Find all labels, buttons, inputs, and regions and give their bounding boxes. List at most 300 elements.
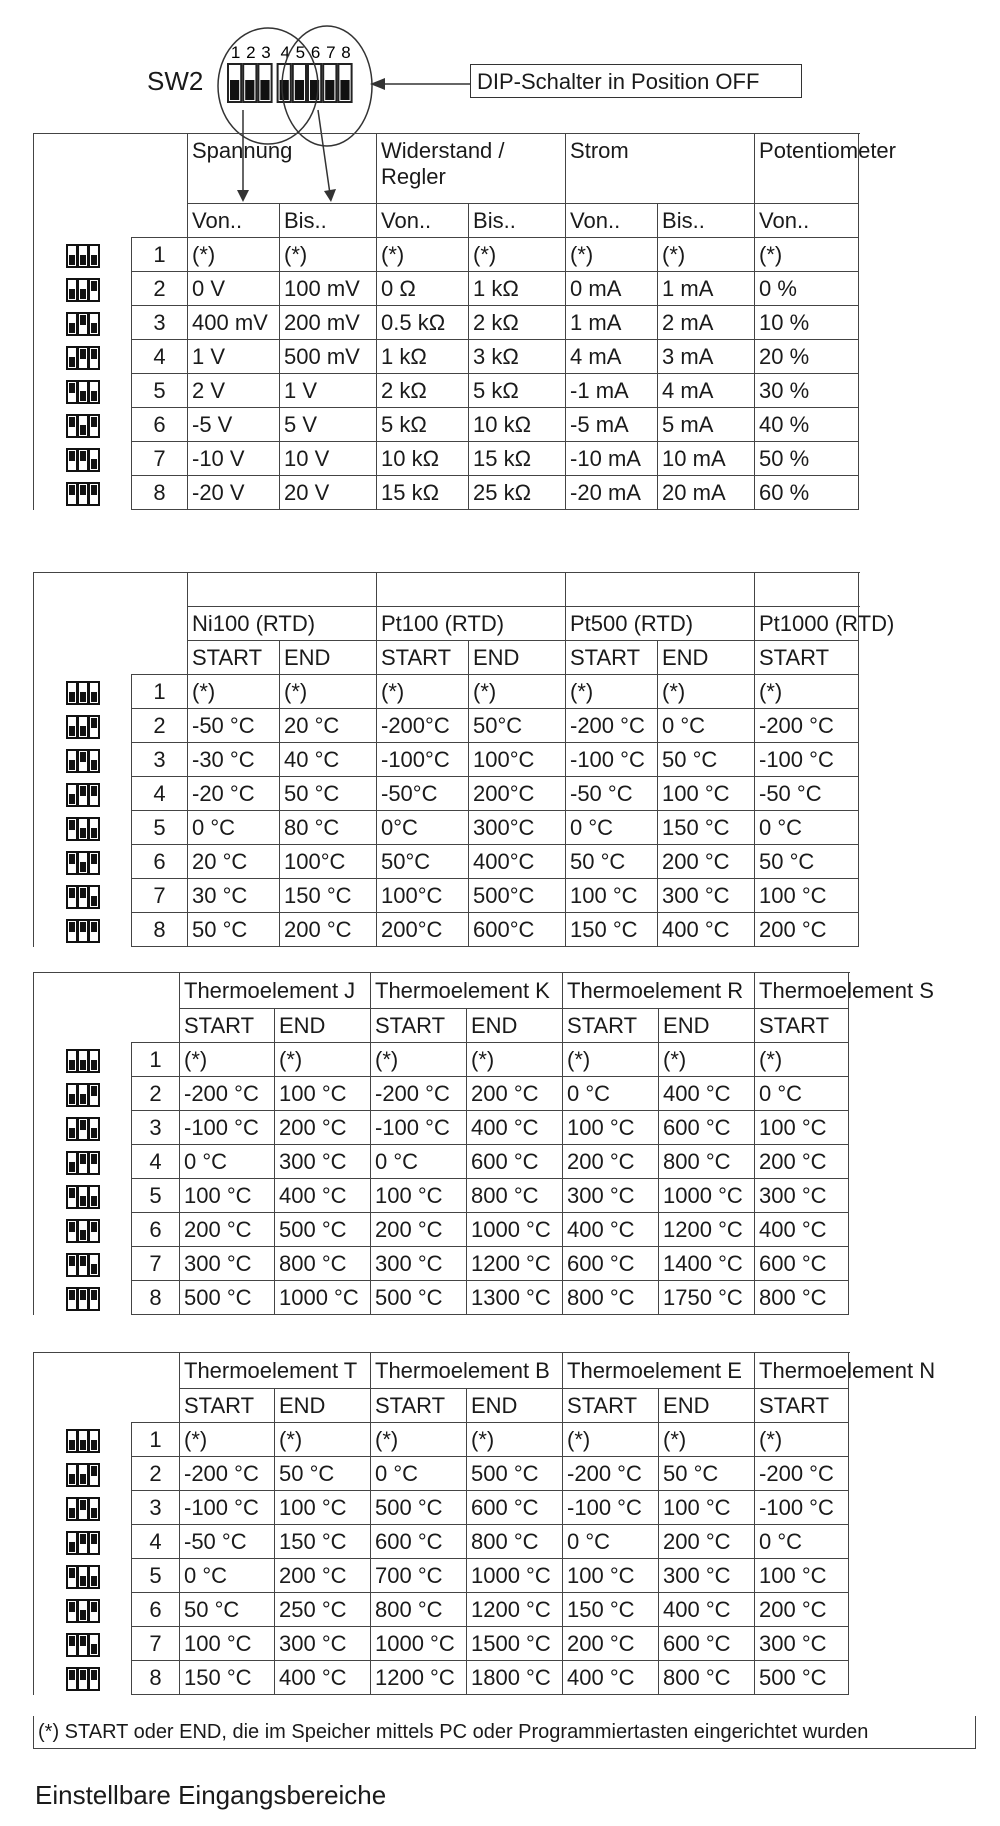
range-value: 0 °C — [371, 1145, 467, 1179]
sub-header: START — [563, 1389, 659, 1423]
range-value: 10 mA — [658, 442, 755, 476]
sub-header: Bis.. — [280, 204, 377, 238]
dip-position-icon — [34, 1247, 132, 1281]
range-value: 60 % — [755, 476, 859, 510]
range-value: 100 °C — [566, 879, 658, 913]
range-value: 4 mA — [566, 340, 658, 374]
dip-position-icon — [34, 1077, 132, 1111]
range-value: 150 °C — [658, 811, 755, 845]
sub-header: Bis.. — [658, 204, 755, 238]
range-value: 100 °C — [755, 1111, 849, 1145]
range-value: (*) — [659, 1043, 755, 1077]
group-header: Pt1000 (RTD) — [755, 607, 859, 641]
range-value: 50 % — [755, 442, 859, 476]
range-value: 1000 °C — [467, 1213, 563, 1247]
range-value: 600 °C — [659, 1627, 755, 1661]
range-value: (*) — [563, 1043, 659, 1077]
range-value: 4 mA — [658, 374, 755, 408]
range-value: (*) — [469, 675, 566, 709]
range-value: 200 °C — [659, 1525, 755, 1559]
dip-lever-4 — [280, 80, 289, 100]
range-value: 250 °C — [275, 1593, 371, 1627]
range-value: 600 °C — [467, 1145, 563, 1179]
sub-header: START — [755, 1009, 849, 1043]
table-row — [34, 1281, 849, 1315]
range-value: 500 °C — [467, 1457, 563, 1491]
dip-position-icon — [34, 1043, 132, 1077]
range-value: 100 °C — [371, 1179, 467, 1213]
range-value: 300 °C — [275, 1627, 371, 1661]
range-value: (*) — [563, 1423, 659, 1457]
sub-header: END — [659, 1009, 755, 1043]
row-number: 1 — [132, 1423, 180, 1457]
dip-number-1: 1 — [230, 43, 241, 62]
dip-number-5: 5 — [295, 43, 306, 62]
table-row — [34, 1213, 849, 1247]
row-number: 8 — [132, 913, 188, 947]
range-value: 200 °C — [658, 845, 755, 879]
dip-position-icon — [34, 811, 132, 845]
range-value: 200°C — [377, 913, 469, 947]
range-value: 1 kΩ — [377, 340, 469, 374]
row-number: 7 — [132, 1247, 180, 1281]
group-header: Thermoelement K — [371, 973, 563, 1009]
corner-cell — [34, 973, 180, 1043]
range-value: -200 °C — [755, 1457, 849, 1491]
range-table-3 — [33, 972, 934, 1315]
range-value: -200 °C — [371, 1077, 467, 1111]
range-value: 200 °C — [371, 1213, 467, 1247]
range-value: 500 °C — [371, 1491, 467, 1525]
page-caption: Einstellbare Eingangsbereiche — [35, 1780, 387, 1810]
range-value: -20 °C — [188, 777, 280, 811]
table-row — [34, 408, 859, 442]
dip-position-icon — [34, 1179, 132, 1213]
dip-position-icon — [34, 1111, 132, 1145]
range-value: 20 % — [755, 340, 859, 374]
row-number: 1 — [132, 238, 188, 272]
range-value: 1 mA — [658, 272, 755, 306]
range-value: 500 mV — [280, 340, 377, 374]
range-value: 600 °C — [467, 1491, 563, 1525]
row-number: 1 — [132, 675, 188, 709]
dip-position-icon — [34, 374, 132, 408]
row-number: 3 — [132, 306, 188, 340]
row-number: 6 — [132, 1213, 180, 1247]
range-value: (*) — [467, 1423, 563, 1457]
dip-position-icon — [34, 777, 132, 811]
dip-position-icon — [34, 1559, 132, 1593]
range-value: 200 mV — [280, 306, 377, 340]
range-value: 20 °C — [188, 845, 280, 879]
dip-number-3: 3 — [261, 43, 271, 62]
row-number: 1 — [132, 1043, 180, 1077]
range-value: 400 °C — [275, 1661, 371, 1695]
range-value: 50 °C — [659, 1457, 755, 1491]
range-value: 15 kΩ — [469, 442, 566, 476]
row-number: 8 — [132, 1661, 180, 1695]
footnote: (*) START oder END, die im Speicher mittels PC oder Programmiertasten eingerichtet wurden — [33, 1716, 976, 1749]
range-value: 50 °C — [180, 1593, 275, 1627]
range-value: 800 °C — [659, 1661, 755, 1695]
range-value: 5 kΩ — [377, 408, 469, 442]
range-value: 30 % — [755, 374, 859, 408]
range-value: 100 °C — [563, 1111, 659, 1145]
range-value: 150 °C — [280, 879, 377, 913]
range-value: 200 °C — [563, 1145, 659, 1179]
range-value: 0 °C — [563, 1525, 659, 1559]
group-header: Pt100 (RTD) — [377, 607, 566, 641]
range-value: 0 °C — [371, 1457, 467, 1491]
range-value: 300 °C — [755, 1627, 849, 1661]
range-value: 15 kΩ — [377, 476, 469, 510]
range-value: 50 °C — [188, 913, 280, 947]
row-number: 8 — [132, 1281, 180, 1315]
row-number: 2 — [132, 1457, 180, 1491]
table-row — [34, 811, 859, 845]
range-value: 5 V — [280, 408, 377, 442]
table-row — [34, 1111, 849, 1145]
sub-header: START — [371, 1389, 467, 1423]
corner-cell — [34, 134, 188, 238]
range-value: 0 °C — [755, 1525, 849, 1559]
range-table-2 — [33, 572, 895, 947]
range-value: 200°C — [469, 777, 566, 811]
range-value: 1300 °C — [467, 1281, 563, 1315]
range-value: 100 °C — [275, 1077, 371, 1111]
row-number: 3 — [132, 743, 188, 777]
dip-position-icon — [34, 1281, 132, 1315]
range-value: (*) — [755, 1423, 849, 1457]
range-value: (*) — [371, 1423, 467, 1457]
range-value: -30 °C — [188, 743, 280, 777]
row-number: 6 — [132, 845, 188, 879]
range-value: 0 % — [755, 272, 859, 306]
range-value: 400 °C — [563, 1213, 659, 1247]
range-value: 150 °C — [566, 913, 658, 947]
dip-lever-8 — [340, 80, 349, 100]
dip-switch-body — [228, 64, 352, 102]
range-value: 1200 °C — [371, 1661, 467, 1695]
sub-header: Von.. — [188, 204, 280, 238]
range-value: -5 V — [188, 408, 280, 442]
range-value: 600 °C — [371, 1525, 467, 1559]
range-value: 1000 °C — [659, 1179, 755, 1213]
range-value: 1800 °C — [467, 1661, 563, 1695]
group-header: Thermoelement E — [563, 1353, 755, 1389]
sub-header: START — [563, 1009, 659, 1043]
range-value: 0 °C — [180, 1559, 275, 1593]
table-row — [34, 340, 859, 374]
range-value: 3 kΩ — [469, 340, 566, 374]
range-value: (*) — [377, 675, 469, 709]
row-number: 6 — [132, 408, 188, 442]
dip-position-icon — [34, 743, 132, 777]
range-value: -100 °C — [566, 743, 658, 777]
range-value: -200 °C — [180, 1077, 275, 1111]
range-value: 1000 °C — [275, 1281, 371, 1315]
row-number: 5 — [132, 811, 188, 845]
range-value: 1200 °C — [659, 1213, 755, 1247]
group-header: Thermoelement B — [371, 1353, 563, 1389]
dip-position-icon — [34, 408, 132, 442]
range-value: -50 °C — [566, 777, 658, 811]
group-header: Thermoelement J — [180, 973, 371, 1009]
range-value: (*) — [566, 238, 658, 272]
range-value: (*) — [658, 675, 755, 709]
range-value: (*) — [180, 1423, 275, 1457]
range-value: 2 kΩ — [377, 374, 469, 408]
table-row — [34, 1145, 849, 1179]
range-value: 0 mA — [566, 272, 658, 306]
range-value: 300 °C — [658, 879, 755, 913]
range-value: (*) — [280, 675, 377, 709]
table-row — [34, 1627, 849, 1661]
range-value: -20 mA — [566, 476, 658, 510]
table-row — [34, 709, 859, 743]
range-value: 200 °C — [755, 1145, 849, 1179]
range-value: 1500 °C — [467, 1627, 563, 1661]
range-value: (*) — [275, 1043, 371, 1077]
range-value: 100 °C — [275, 1491, 371, 1525]
row-number: 5 — [132, 1559, 180, 1593]
dip-position-icon — [34, 476, 132, 510]
range-value: 600°C — [469, 913, 566, 947]
range-value: 200 °C — [755, 1593, 849, 1627]
range-value: 2 mA — [658, 306, 755, 340]
range-value: 20 mA — [658, 476, 755, 510]
table-row — [34, 879, 859, 913]
range-value: 10 kΩ — [469, 408, 566, 442]
range-value: 200 °C — [755, 913, 859, 947]
group-header: Widerstand / Regler — [377, 134, 566, 204]
range-value: 400 °C — [275, 1179, 371, 1213]
range-value: 0°C — [377, 811, 469, 845]
row-number: 5 — [132, 1179, 180, 1213]
range-value: 150 °C — [275, 1525, 371, 1559]
range-value: -100 °C — [755, 1491, 849, 1525]
table-row — [34, 845, 859, 879]
sub-header: END — [275, 1009, 371, 1043]
range-value: 300 °C — [755, 1179, 849, 1213]
range-value: 500 °C — [755, 1661, 849, 1695]
dip-position-icon — [34, 272, 132, 306]
range-value: 800 °C — [467, 1179, 563, 1213]
dip-number-2: 2 — [246, 43, 256, 62]
range-value: 200 °C — [180, 1213, 275, 1247]
group-header: Thermoelement S — [755, 973, 849, 1009]
dip-position-icon — [34, 675, 132, 709]
sub-header: START — [180, 1389, 275, 1423]
row-number: 4 — [132, 777, 188, 811]
table-row — [34, 1179, 849, 1213]
dip-lever-2 — [245, 80, 254, 100]
table-row — [34, 777, 859, 811]
dip-position-icon — [34, 1423, 132, 1457]
range-value: 0 °C — [755, 1077, 849, 1111]
dip-number-8: 8 — [341, 43, 351, 62]
range-value: 600 °C — [659, 1111, 755, 1145]
range-value: 100 °C — [755, 1559, 849, 1593]
corner-cell — [34, 1353, 180, 1423]
range-value: 100°C — [469, 743, 566, 777]
range-value: 10 kΩ — [377, 442, 469, 476]
table-row — [34, 476, 859, 510]
sub-header: START — [566, 641, 658, 675]
row-number: 3 — [132, 1111, 180, 1145]
range-value: 100 °C — [180, 1627, 275, 1661]
sub-header: END — [467, 1389, 563, 1423]
range-value: 50°C — [469, 709, 566, 743]
group-header: Thermoelement R — [563, 973, 755, 1009]
group-header: Thermoelement N — [755, 1353, 849, 1389]
range-value: -1 mA — [566, 374, 658, 408]
range-value: 200 °C — [563, 1627, 659, 1661]
range-value: (*) — [280, 238, 377, 272]
dip-number-4: 4 — [280, 43, 290, 62]
range-value: 1200 °C — [467, 1593, 563, 1627]
dip-number-6: 6 — [310, 43, 321, 62]
range-value: 300 °C — [275, 1145, 371, 1179]
sub-header: END — [659, 1389, 755, 1423]
range-value: 0 Ω — [377, 272, 469, 306]
table-row — [34, 1043, 849, 1077]
range-value: -10 mA — [566, 442, 658, 476]
range-value: 2 kΩ — [469, 306, 566, 340]
row-number: 6 — [132, 1593, 180, 1627]
range-value: (*) — [755, 238, 859, 272]
range-value: 50 °C — [566, 845, 658, 879]
range-value: 400 °C — [563, 1661, 659, 1695]
range-value: 400 °C — [659, 1077, 755, 1111]
sub-header: START — [371, 1009, 467, 1043]
range-value: (*) — [188, 675, 280, 709]
range-value: 1 mA — [566, 306, 658, 340]
row-number: 8 — [132, 476, 188, 510]
range-value: 400 °C — [755, 1213, 849, 1247]
range-value: 200 °C — [275, 1111, 371, 1145]
group-header: Spannung — [188, 134, 377, 204]
table-row — [34, 272, 859, 306]
table-row — [34, 1247, 849, 1281]
range-value: 100 °C — [659, 1491, 755, 1525]
range-value: (*) — [377, 238, 469, 272]
range-value: (*) — [755, 675, 859, 709]
range-value: 1 V — [280, 374, 377, 408]
dip-position-icon — [34, 1213, 132, 1247]
range-value: 500 °C — [275, 1213, 371, 1247]
range-value: -50°C — [377, 777, 469, 811]
range-value: 50 °C — [280, 777, 377, 811]
range-value: 1000 °C — [371, 1627, 467, 1661]
range-value: -5 mA — [566, 408, 658, 442]
range-value: 500 °C — [180, 1281, 275, 1315]
sub-header: END — [467, 1009, 563, 1043]
range-value: 300 °C — [563, 1179, 659, 1213]
row-number: 3 — [132, 1491, 180, 1525]
range-value: -100 °C — [180, 1491, 275, 1525]
range-value: -50 °C — [188, 709, 280, 743]
dip-number-7: 7 — [326, 43, 336, 62]
range-value: 5 mA — [658, 408, 755, 442]
range-value: -10 V — [188, 442, 280, 476]
sub-header: START — [755, 1389, 849, 1423]
sub-header: END — [275, 1389, 371, 1423]
dip-number-labels — [231, 43, 351, 62]
table-row — [34, 306, 859, 340]
range-value: 1 V — [188, 340, 280, 374]
dip-position-icon — [34, 306, 132, 340]
range-value: 40 % — [755, 408, 859, 442]
row-number: 2 — [132, 709, 188, 743]
range-value: 100 °C — [180, 1179, 275, 1213]
sub-header: Von.. — [566, 204, 658, 238]
table-row — [34, 675, 859, 709]
range-value: (*) — [755, 1043, 849, 1077]
dip-lever-7 — [325, 80, 334, 100]
range-value: (*) — [180, 1043, 275, 1077]
range-value: (*) — [188, 238, 280, 272]
range-value: 1200 °C — [467, 1247, 563, 1281]
range-value: 100 mV — [280, 272, 377, 306]
range-value: 0 °C — [563, 1077, 659, 1111]
dip-lever-1 — [230, 80, 239, 100]
dip-position-icon — [34, 913, 132, 947]
table-row — [34, 238, 859, 272]
range-value: 300 °C — [659, 1559, 755, 1593]
dip-position-icon — [34, 1525, 132, 1559]
range-value: 400 mV — [188, 306, 280, 340]
range-value: (*) — [659, 1423, 755, 1457]
range-value: 50 °C — [755, 845, 859, 879]
range-value: 50 °C — [275, 1457, 371, 1491]
table-row — [34, 743, 859, 777]
sub-header: END — [469, 641, 566, 675]
range-value: 50 °C — [658, 743, 755, 777]
table-row — [34, 1491, 849, 1525]
sub-header: START — [188, 641, 280, 675]
range-value: 40 °C — [280, 743, 377, 777]
range-value: 0 °C — [180, 1145, 275, 1179]
range-value: 0 °C — [188, 811, 280, 845]
dip-position-icon — [34, 879, 132, 913]
dip-lever-5 — [295, 80, 304, 100]
range-value: -50 °C — [180, 1525, 275, 1559]
range-value: 300°C — [469, 811, 566, 845]
dip-position-icon — [34, 340, 132, 374]
range-value: 1 kΩ — [469, 272, 566, 306]
row-number: 4 — [132, 1525, 180, 1559]
range-value: 3 mA — [658, 340, 755, 374]
dip-position-icon — [34, 845, 132, 879]
range-value: 150 °C — [563, 1593, 659, 1627]
sub-header: Bis.. — [469, 204, 566, 238]
group-header: Ni100 (RTD) — [188, 607, 377, 641]
table-row — [34, 1593, 849, 1627]
table-row — [34, 1661, 849, 1695]
dip-position-icon — [34, 709, 132, 743]
table-row — [34, 1077, 849, 1111]
table-row — [34, 1423, 849, 1457]
sub-header: END — [658, 641, 755, 675]
table-row — [34, 442, 859, 476]
range-value: 800 °C — [563, 1281, 659, 1315]
range-value: 400°C — [469, 845, 566, 879]
range-value: 10 V — [280, 442, 377, 476]
range-value: 50°C — [377, 845, 469, 879]
group-header: Thermoelement T — [180, 1353, 371, 1389]
range-value: 30 °C — [188, 879, 280, 913]
